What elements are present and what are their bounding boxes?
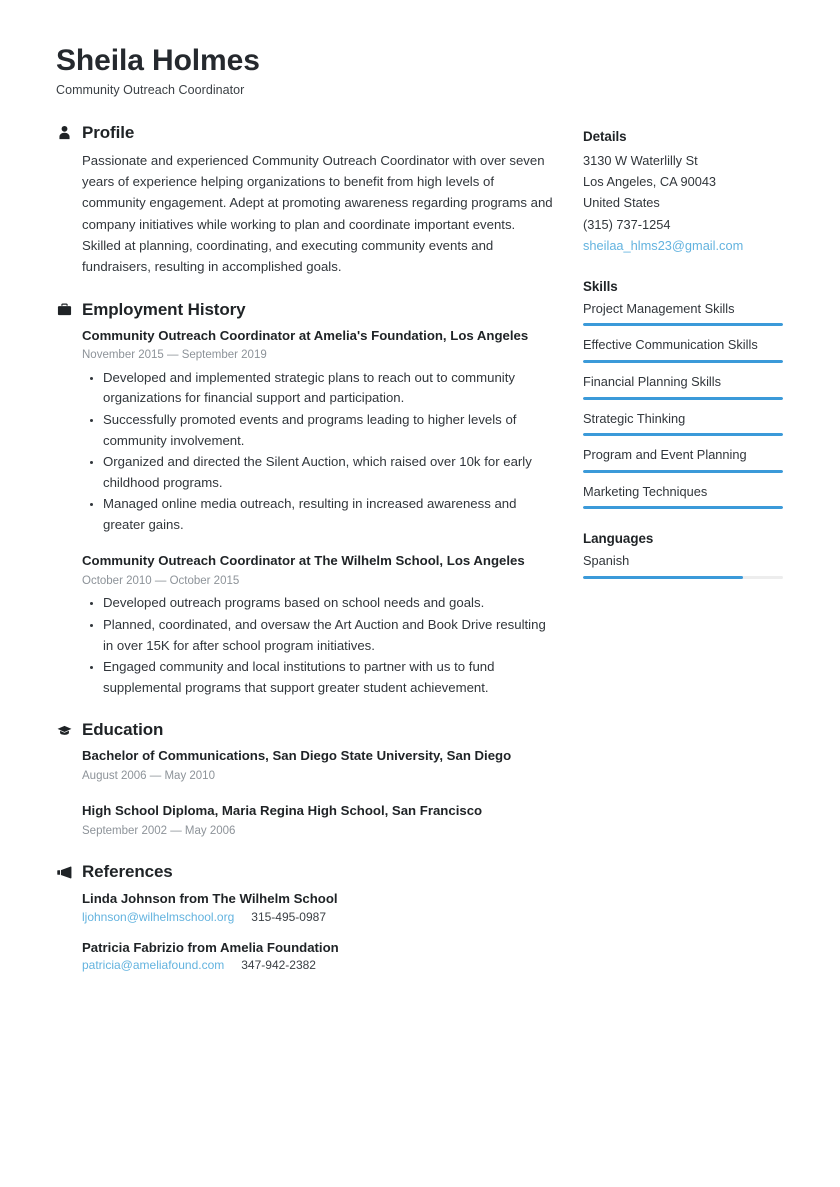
education-entry-title: Bachelor of Communications, San Diego State University, San Diego	[82, 748, 512, 764]
sidebar-languages	[583, 531, 783, 579]
skill-level-fill	[583, 433, 783, 436]
list-item: Developed and implemented strategic plans to reach out to community organizations for financial support and participation.	[82, 368, 553, 409]
list-item: Managed online media outreach, resulting in increased awareness and greater gains.	[82, 494, 553, 535]
employment-entry-date: October 2010 — October 2015	[82, 575, 240, 588]
education-entry-title: High School Diploma, Maria Regina High School, San Francisco	[82, 803, 483, 819]
section-education	[56, 720, 553, 840]
reference-email-link[interactable]: patricia@ameliafound.com	[82, 957, 225, 972]
detail-address-line2: Los Angeles, CA 90043	[583, 173, 717, 189]
detail-phone: (315) 737-1254	[583, 216, 671, 232]
language-label: Spanish	[583, 553, 630, 569]
list-item: Successfully promoted events and programs leading to higher levels of community involvement.	[82, 410, 553, 451]
skill-item	[583, 336, 783, 363]
section-references-header	[56, 862, 553, 882]
main-column	[56, 123, 553, 972]
sidebar-skills	[583, 279, 783, 509]
section-profile-body	[56, 150, 553, 278]
reference-entry	[82, 889, 553, 923]
education-entry-date: September 2002 — May 2006	[82, 825, 236, 838]
education-entry-date: August 2006 — May 2010	[82, 770, 215, 783]
detail-country: United States	[583, 195, 660, 211]
skill-label: Financial Planning Skills	[583, 374, 721, 390]
skill-level-fill	[583, 470, 783, 473]
section-education-title: Education	[82, 720, 164, 740]
skill-level-fill	[583, 323, 783, 326]
reference-phone: 347-942-2382	[241, 957, 316, 972]
section-employment-body	[56, 327, 553, 699]
reference-email-link[interactable]: ljohnson@wilhelmschool.org	[82, 909, 235, 924]
resume-columns	[56, 123, 784, 972]
megaphone-icon	[56, 864, 73, 881]
language-item	[583, 552, 783, 579]
reference-phone: 315-495-0987	[251, 909, 326, 924]
language-level-track	[583, 576, 783, 579]
list-item: Developed outreach programs based on school needs and goals.	[82, 593, 553, 614]
section-profile-header	[56, 123, 553, 143]
detail-email-link[interactable]: sheilaa_hlms23@gmail.com	[583, 238, 744, 254]
reference-name: Patricia Fabrizio from Amelia Foundation	[82, 939, 339, 955]
section-employment-header	[56, 300, 553, 320]
skill-level-track	[583, 506, 783, 509]
list-item: Engaged community and local institutions to partner with us to fund supplemental programs that support greater student achievement.	[82, 657, 553, 698]
skill-item	[583, 410, 783, 437]
employment-entry	[82, 327, 553, 536]
education-entry	[82, 747, 553, 785]
employment-entry-bullets	[82, 593, 553, 698]
skill-item	[583, 446, 783, 473]
skill-item	[583, 300, 783, 327]
sidebar-column	[583, 123, 783, 579]
list-item: Organized and directed the Silent Auction, which raised over 10k for early childhood programs.	[82, 452, 553, 493]
sidebar-details	[583, 129, 783, 257]
employment-entry-title: Community Outreach Coordinator at Amelia's Foundation, Los Angeles	[82, 327, 529, 343]
skill-level-track	[583, 470, 783, 473]
skill-level-track	[583, 360, 783, 363]
employment-entry	[82, 552, 553, 698]
employment-entry-date: November 2015 — September 2019	[82, 349, 267, 362]
skill-item	[583, 483, 783, 510]
section-references-title: References	[82, 862, 173, 882]
section-profile	[56, 123, 553, 278]
skill-level-track	[583, 433, 783, 436]
section-references	[56, 862, 553, 971]
skill-level-fill	[583, 360, 783, 363]
section-employment	[56, 300, 553, 699]
detail-address-line1: 3130 W Waterlilly St	[583, 152, 698, 168]
sidebar-details-title: Details	[583, 128, 627, 144]
job-title-subtitle: Community Outreach Coordinator	[56, 82, 245, 97]
section-references-body	[56, 889, 553, 971]
employment-entry-title: Community Outreach Coordinator at The Wilhelm School, Los Angeles	[82, 553, 525, 569]
reference-entry	[82, 938, 553, 972]
skill-level-fill	[583, 506, 783, 509]
skill-label: Strategic Thinking	[583, 410, 686, 426]
skill-label: Program and Event Planning	[583, 447, 747, 463]
profile-text: Passionate and experienced Community Outreach Coordinator with over seven years of experience helping organizations to benefit from high levels of community engagement. Adept at promoting awareness regarding programs and company initiatives while working to plan and coordinate important events. Skilled at planning, coordinating, and executing community events and fundraisers, resulting in accomplished goals.	[82, 152, 553, 275]
reference-contact	[82, 958, 553, 972]
skill-label: Project Management Skills	[583, 300, 735, 316]
section-employment-title: Employment History	[82, 299, 246, 319]
skill-level-track	[583, 323, 783, 326]
graduation-cap-icon	[56, 722, 73, 739]
page-title: Sheila Holmes	[56, 44, 260, 77]
skill-level-track	[583, 397, 783, 400]
reference-contact	[82, 910, 553, 924]
person-icon	[56, 124, 73, 141]
sidebar-languages-title: Languages	[583, 531, 654, 547]
education-entry	[82, 802, 553, 840]
reference-name: Linda Johnson from The Wilhelm School	[82, 891, 338, 907]
briefcase-icon	[56, 301, 73, 318]
resume-header	[56, 44, 784, 97]
section-education-body	[56, 747, 553, 840]
skill-level-fill	[583, 397, 783, 400]
language-level-fill	[583, 576, 743, 579]
section-profile-title: Profile	[82, 122, 135, 142]
skill-item	[583, 373, 783, 400]
employment-entry-bullets	[82, 368, 553, 536]
list-item: Planned, coordinated, and oversaw the Art Auction and Book Drive resulting in over 15K for after school program initiatives.	[82, 615, 553, 656]
sidebar-skills-title: Skills	[583, 278, 618, 294]
skill-label: Effective Communication Skills	[583, 337, 758, 353]
section-education-header	[56, 720, 553, 740]
skill-label: Marketing Techniques	[583, 483, 708, 499]
